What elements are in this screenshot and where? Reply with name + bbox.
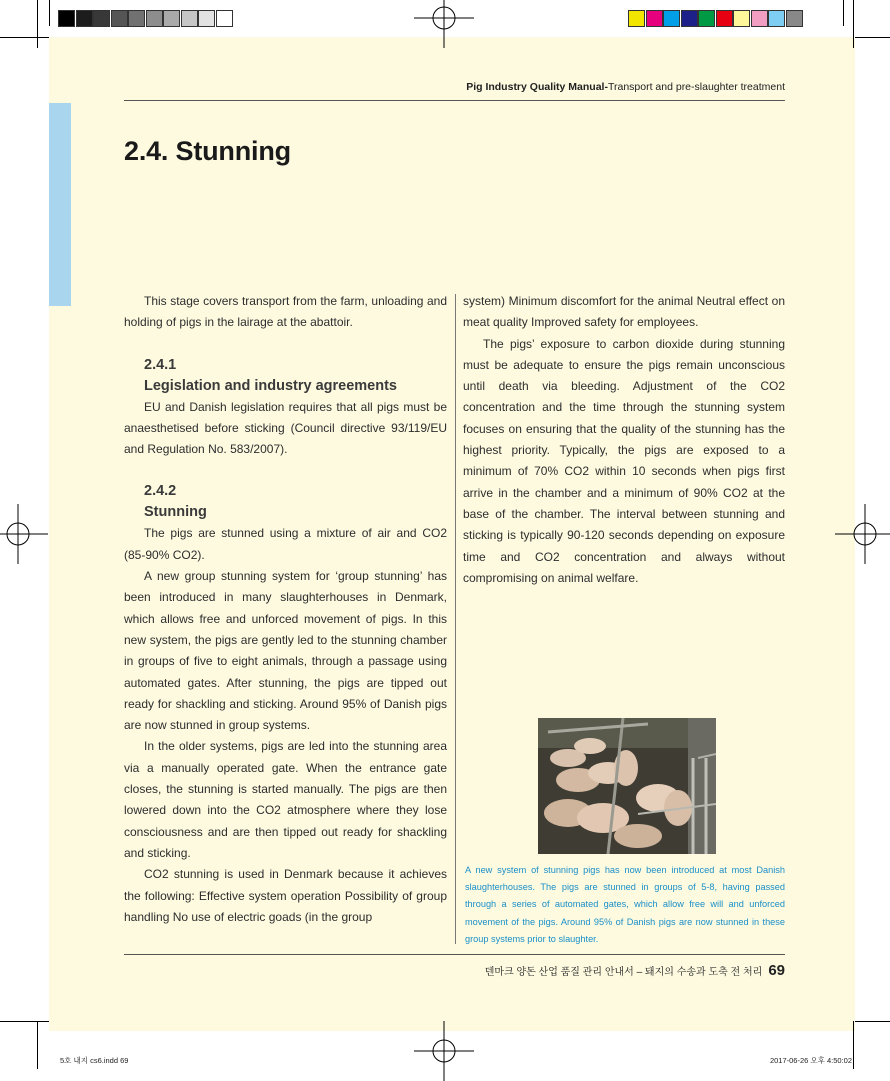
page-title: 2.4. Stunning xyxy=(124,136,291,166)
intro-paragraph: This stage covers transport from the farm, unloading and holding of pigs in the lairage at the abattoir. xyxy=(124,294,447,330)
color-swatch xyxy=(163,10,180,27)
color-swatch xyxy=(111,10,128,27)
registration-mark-icon xyxy=(0,504,48,564)
right-column xyxy=(463,291,785,589)
color-swatch xyxy=(93,10,110,27)
color-swatch xyxy=(681,10,698,27)
color-swatch xyxy=(768,10,785,27)
section-2-4-2-heading: Stunning xyxy=(144,504,207,521)
slug-timestamp: 2017-06-26 오후 4:50:02 xyxy=(769,1056,852,1065)
header-rule xyxy=(124,100,785,101)
running-header xyxy=(466,81,785,93)
right-paragraph-1: system) Minimum discomfort for the animal Neutral effect on meat quality Improved safety for employees. xyxy=(463,294,785,330)
footer-rule xyxy=(124,954,785,955)
color-swatch xyxy=(146,10,163,27)
right-paragraph-2: The pigs’ exposure to carbon dioxide during stunning must be adequate to ensure the pigs remain unconscious until death via bleeding. Adjustment of the CO2 concentration and the time through the stunning system focuses on ensuring that the quality of the stunning has the highest priority. Typically, the pigs are exposed to a minimum of 70% CO2 within 10 seconds when pigs first arrive in the chamber and a minimum of 90% CO2 at the base of the chamber. The interval between stunning and sticking is typically 90-120 seconds depending on exposure time and CO2 concentration and always without compromising on animal welfare. xyxy=(463,336,785,585)
color-swatch xyxy=(733,10,750,27)
slug-filename: 5호 내지 cs6.indd 69 xyxy=(60,1056,129,1065)
section-2-4-2-number: 2.4.2 xyxy=(144,483,177,500)
section-2-4-1-number: 2.4.1 xyxy=(144,356,177,373)
color-swatch xyxy=(76,10,93,27)
stunning-paragraph-2: A new group stunning system for ‘group stunning’ has been introduced in many slaughterhouses in Denmark, which allows free and unforced movement of pigs. In this new system, the pigs are gently led to the stunning chamber in groups of five to eight animals, through a passage using automated gates. After stunning, the pigs are tipped out ready for shackling and sticking. Around 95% of Danish pigs are now stunned in group systems. xyxy=(124,569,447,733)
section-tab-marker xyxy=(49,103,71,306)
color-swatch xyxy=(698,10,715,27)
color-swatch xyxy=(198,10,215,27)
stunning-paragraph-3: In the older systems, pigs are led into the stunning area via a manually operated gate. When the entrance gate closes, the stunning is started manually. The pigs are then lowered down into the CO2 atmosphere where they lose consciousness and are then tipped out ready for shackling and sticking. xyxy=(124,739,447,860)
color-swatch xyxy=(181,10,198,27)
footer-korean-title: 덴마크 양돈 산업 품질 관리 안내서 – 돼지의 수송과 도축 전 처리 xyxy=(484,967,763,978)
running-footer xyxy=(485,962,785,979)
color-swatch xyxy=(751,10,768,27)
color-swatch xyxy=(646,10,663,27)
left-column xyxy=(124,291,447,928)
photo-caption: A new system of stunning pigs has now been introduced at most Danish slaughterhouses. The pigs are stunned in groups of 5-8, having passed through a series of automated gates, which allow free will and unforced movement of the pigs. Around 95% of Danish pigs are now stunned in these group systems prior to slaughter. xyxy=(465,865,785,944)
color-swatch xyxy=(128,10,145,27)
registration-mark-icon xyxy=(414,1021,474,1081)
color-swatch xyxy=(663,10,680,27)
color-swatch xyxy=(716,10,733,27)
header-manual-title: Pig Industry Quality Manual- xyxy=(466,81,608,93)
color-swatch xyxy=(58,10,75,27)
registration-mark-icon xyxy=(414,0,474,48)
registration-mark-icon xyxy=(835,504,890,564)
color-swatch xyxy=(628,10,645,27)
caption-divider xyxy=(455,862,456,944)
color-swatch xyxy=(786,10,803,27)
header-section: Transport and pre-slaughter treatment xyxy=(607,81,785,93)
stunning-paragraph-1: The pigs are stunned using a mixture of air and CO2 (85-90% CO2). xyxy=(124,526,447,562)
page-number: 69 xyxy=(768,962,785,979)
column-divider xyxy=(455,294,456,944)
section-2-4-1-heading: Legislation and industry agreements xyxy=(144,377,397,394)
section-2-4-1-paragraph: EU and Danish legislation requires that all pigs must be anaesthetised before sticking (Council directive 93/119/EU and Regulation No. 583/2007). xyxy=(124,399,447,457)
pigs-stunning-photo xyxy=(538,718,716,854)
stunning-paragraph-4: CO2 stunning is used in Denmark because it achieves the following: Effective system operation Possibility of group handling No use of electric goads (in the group xyxy=(124,867,447,924)
color-swatch xyxy=(216,10,233,27)
